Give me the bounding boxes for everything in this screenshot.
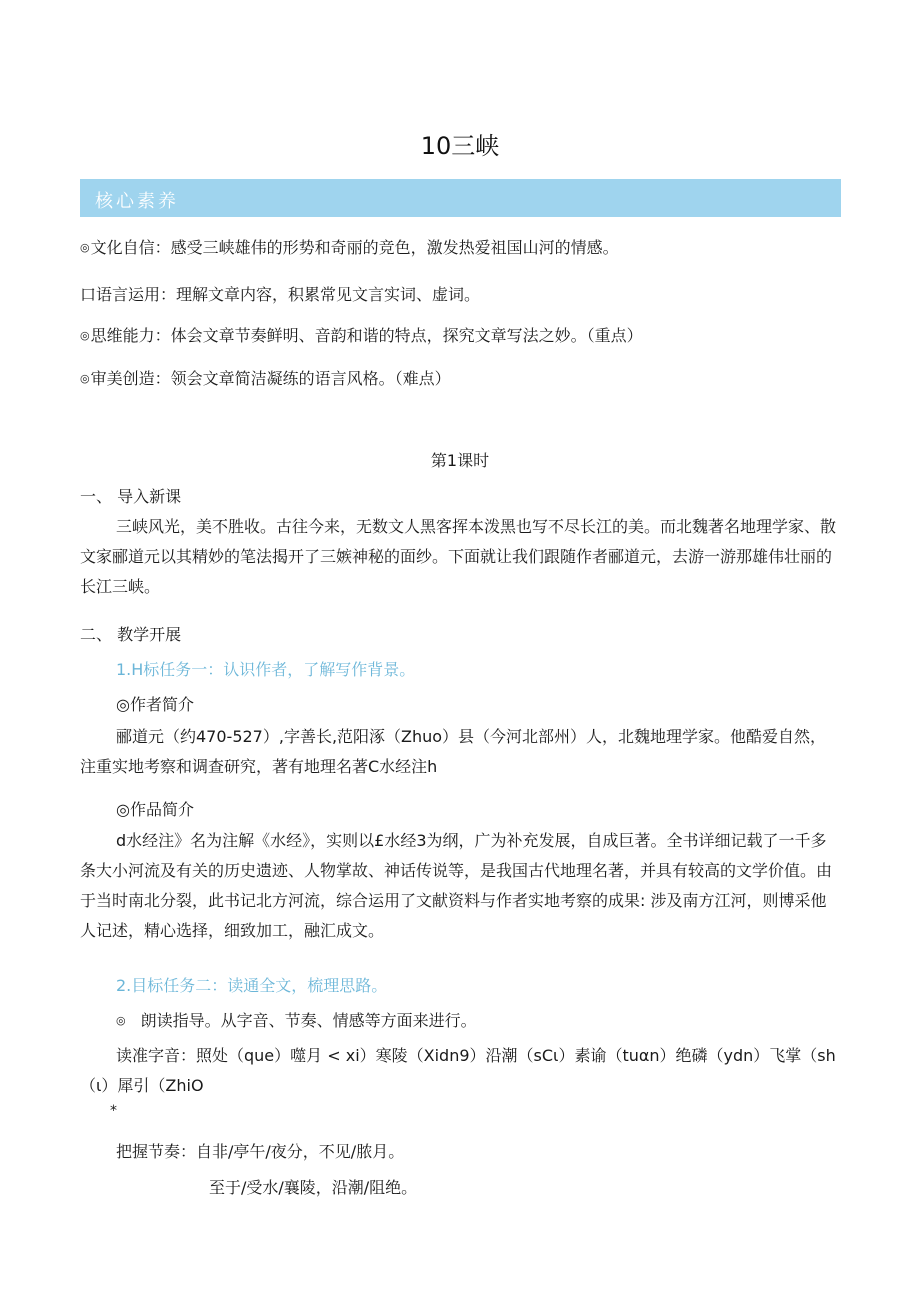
- pronunciation-paragraph: 读准字音：照处（que）噬月 < xi）寒陵（Xidn9）沿潮（sCι）素谕（tuαn）绝磷（ydn）飞掌（sh（ι）犀引（ZhiO: [80, 1046, 836, 1095]
- box-bullet-icon: 口: [80, 285, 97, 304]
- subheading-author: ◎作者简介: [116, 695, 194, 714]
- task-heading: 2.目标任务二：读通全文，梳理思路。: [116, 976, 388, 995]
- banner-label: 核心素养: [95, 191, 179, 212]
- work-paragraph: d水经注》名为注解《水经》，实则以£水经3为纲，广为补充发展，自成巨著。全书详细记载了一千多条大小河流及有关的历史遗迹、人物掌故、神话传说等，是我国古代地理名著，并具有较高的文学价值。由于当时南北分裂，此书记北方河流，综合运用了文献资料与作者实地考察的成果: 涉及南方江河，则博采他人记述，精心选择，细致加工，融汇成文。: [80, 831, 833, 940]
- page-title: 10三峡: [420, 132, 500, 160]
- goal-item: [80, 235, 619, 258]
- circle-bullet-icon: ◎: [80, 241, 90, 254]
- goal-text: 审美创造：领会文章简洁凝练的语言风格。（难点）: [90, 369, 451, 388]
- goal-text: 思维能力：体会文章节奏鲜明、音韵和谐的特点，探究文章写法之妙。（重点）: [90, 326, 643, 345]
- rhythm-line: 至于/受水/襄陵，沿潮/阻绝。: [209, 1178, 418, 1197]
- rhythm-line: [116, 1139, 404, 1162]
- goal-item: [80, 282, 480, 305]
- intro-paragraph: 三峡风光，美不胜收。古往今来，无数文人黑客挥本泼黑也写不尽长江的美。而北魏著名地理学家、散文家郦道元以其精妙的笔法揭开了三嫉神秘的面纱。下面就让我们跟随作者郦道元，去游一游那雄伟壮丽的长江三峡。: [80, 517, 837, 596]
- rhythm-label: 把握节奏：: [116, 1142, 197, 1161]
- subheading-work: ◎作品简介: [116, 800, 194, 819]
- reading-guide: [116, 1008, 477, 1031]
- rhythm-text: 自非/亭午/夜分，不见/脓月。: [196, 1142, 405, 1161]
- section-heading: 二、 教学开展: [80, 625, 182, 644]
- circle-bullet-icon: ◎: [80, 372, 90, 385]
- goal-text: 文化自信：感受三峡雄伟的形势和奇丽的竞色，激发热爱祖国山河的情感。: [90, 238, 619, 257]
- reading-guide-text: 朗读指导。从字音、节奏、情感等方面来进行。: [140, 1011, 477, 1030]
- goal-item: [80, 323, 643, 346]
- lesson-label: 第1课时: [430, 451, 490, 470]
- task-heading: 1.H标任务一：认识作者，了解写作背景。: [116, 660, 416, 679]
- circle-bullet-icon: ◎: [80, 329, 90, 342]
- author-paragraph: 郦道元（约470-527）,字善长,范阳涿（Zhuo）县（今河北部州）人，北魏地理学家。他酷爱自然，注重实地考察和调查研究，著有地理名著C水经注h: [80, 727, 827, 776]
- goal-item: [80, 366, 451, 389]
- section-heading: 一、 导入新课: [80, 487, 182, 506]
- goal-text: 语言运用：理解文章内容，积累常见文言实词、虚词。: [96, 285, 481, 304]
- circle-bullet-icon: ◎: [116, 1014, 126, 1027]
- stray-mark: *: [110, 1103, 117, 1119]
- core-literacy-banner: [80, 179, 841, 217]
